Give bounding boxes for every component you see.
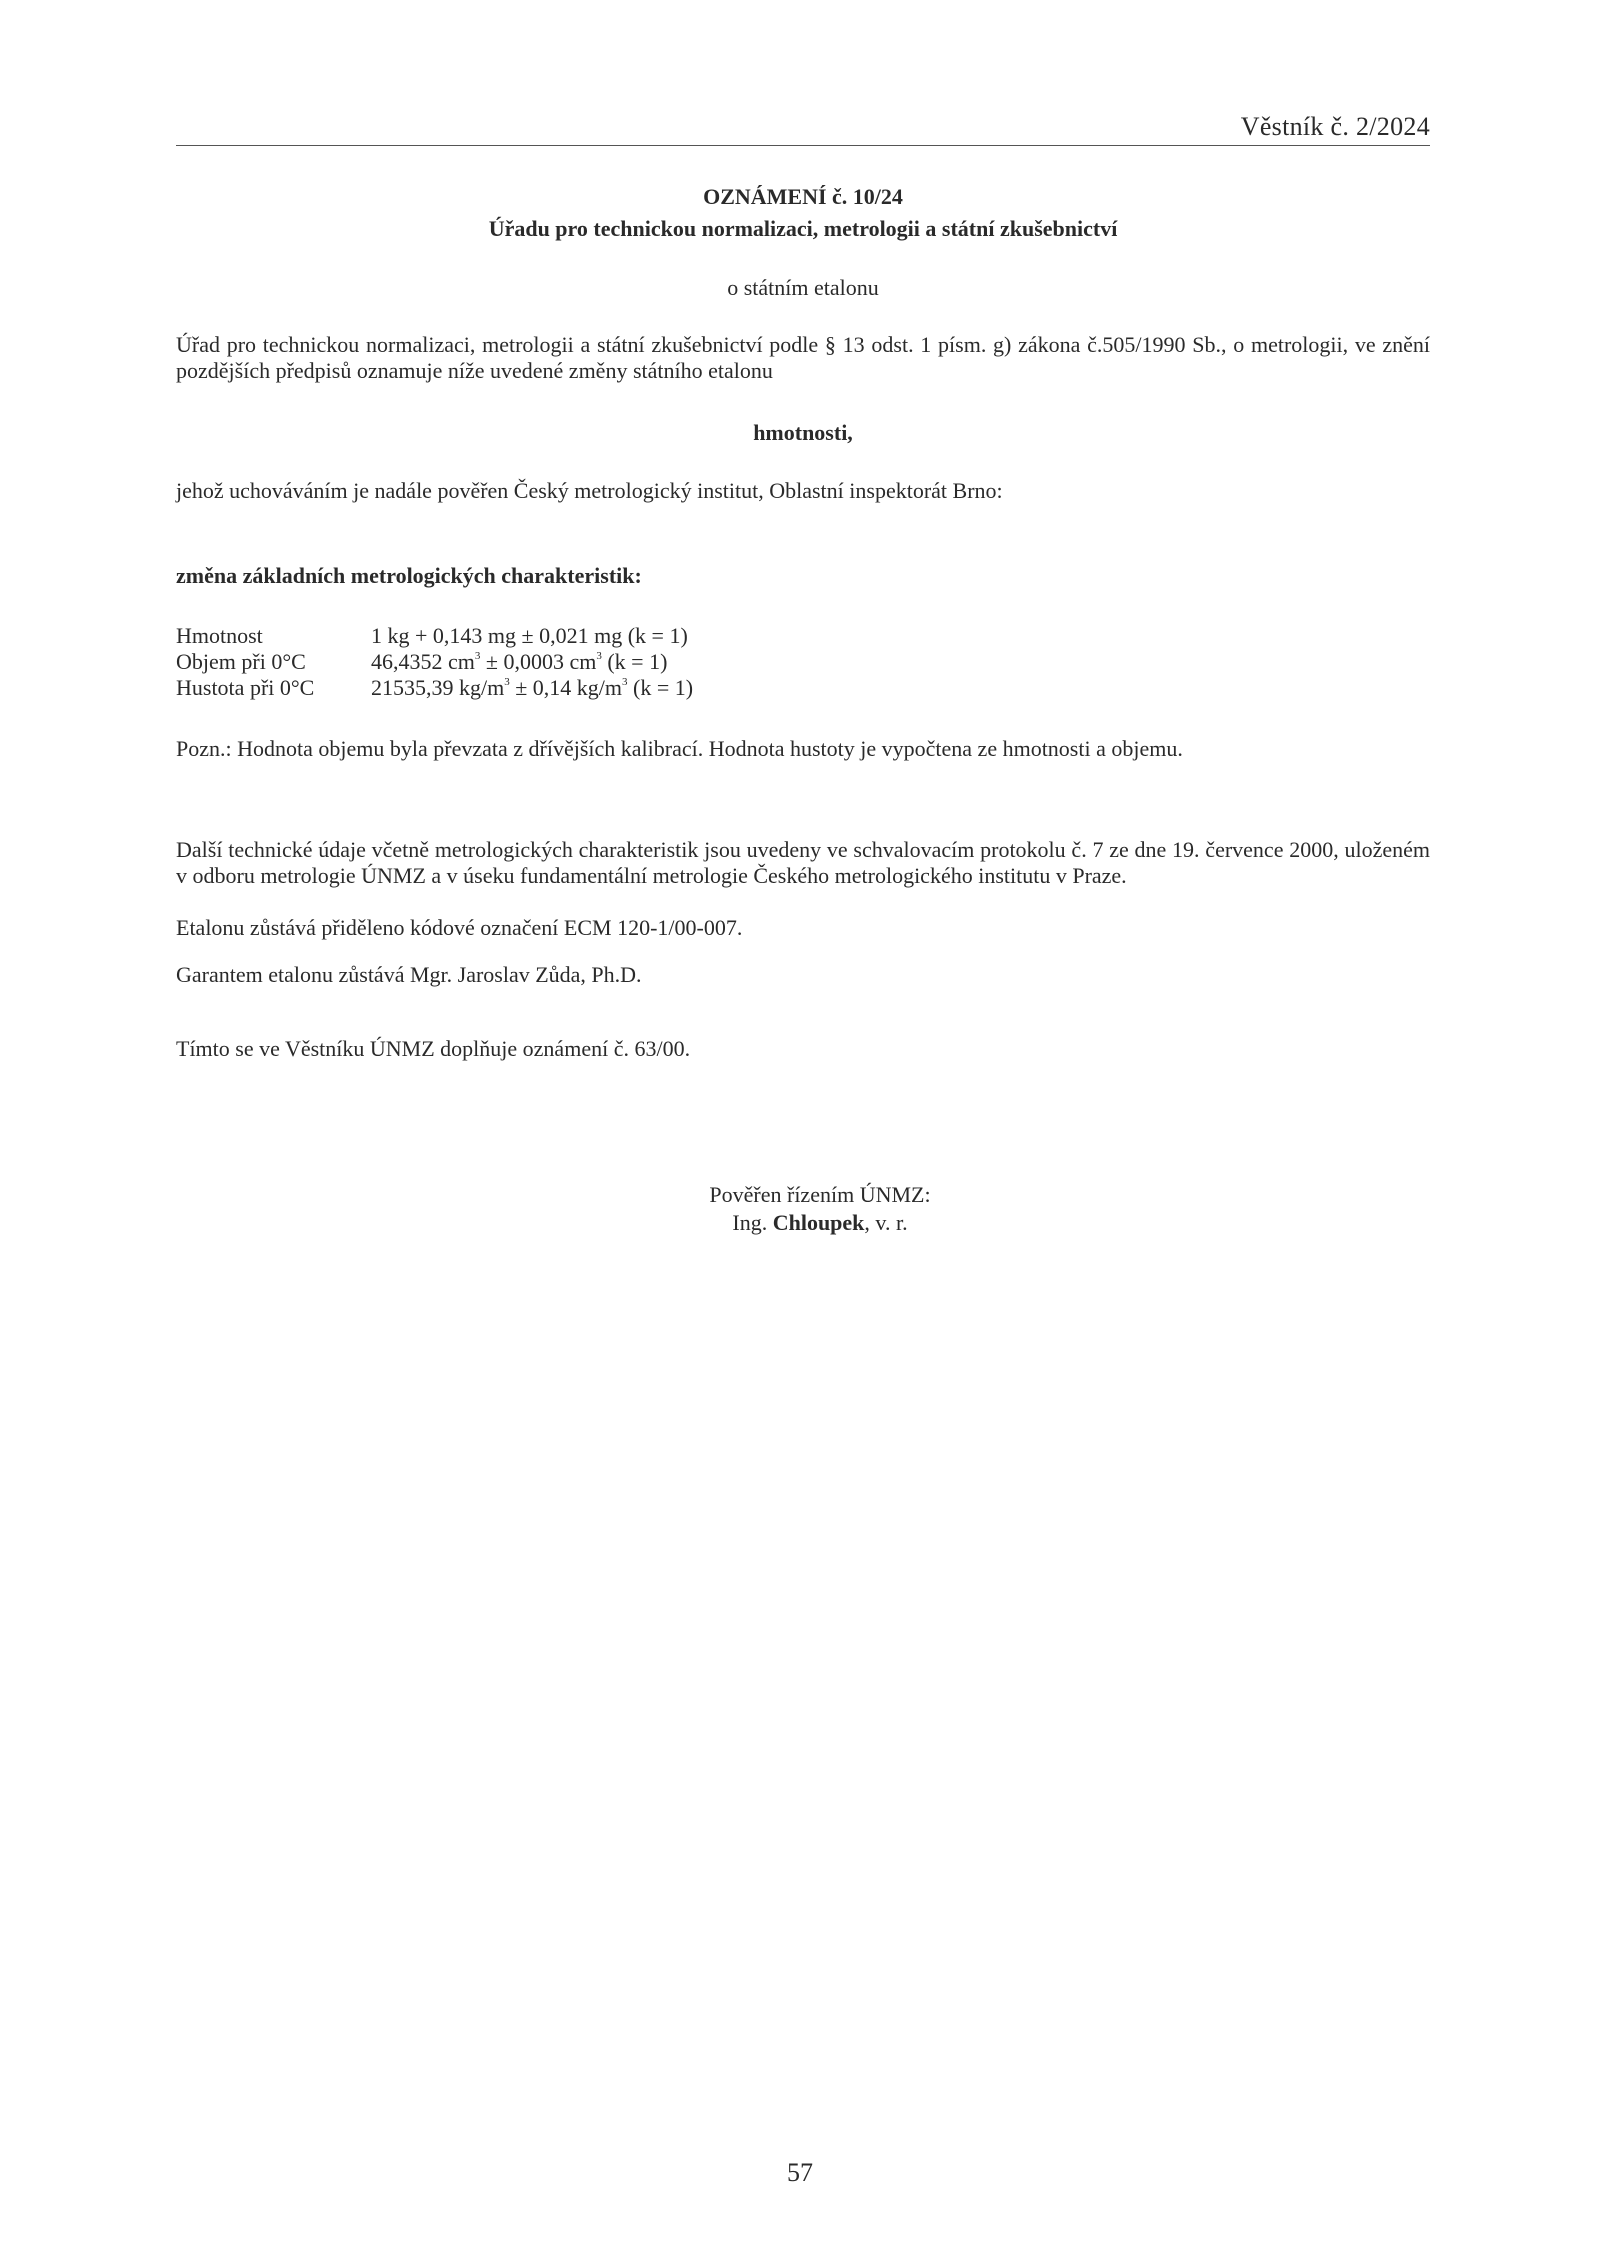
signature-role: Pověřen řízením ÚNMZ: [709,1182,931,1207]
custodian-paragraph: jehož uchováváním je nadále pověřen Český metrologický institut, Oblastní inspektorát Brno: [176,478,1003,503]
signatory-surname: Chloupek [772,1210,865,1235]
characteristic-label-density: Hustota při 0°C [176,675,315,700]
further-info-paragraph: Další technické údaje včetně metrologických charakteristik jsou uvedeny ve schvalovacím protokolu č. 7 ze dne 19. července 2000, uloženém v odboru metrologie ÚNMZ a v úseku fundamentální metrologie Českého metrologického institutu v Praze. [176,837,1430,888]
notice-subject: o státním etalonu [727,275,879,300]
characteristic-value-volume: 46,4352 $cm^3 \pm 0,0003$ $cm^3$ (k = 1) [371,649,668,674]
notice-issuer: Úřadu pro technickou normalizaci, metrologii a státní zkušebnictví [488,216,1118,241]
intro-paragraph: Úřad pro technickou normalizaci, metrologii a státní zkušebnictví podle § 13 odst. 1 písm. g) zákona č.505/1990 Sb., o metrologii, ve znění pozdějších předpisů oznamuje níže uvedené změny státního etalonu [176,332,1430,383]
journal-issue-header: Věstník č. 2/2024 [1240,112,1430,141]
characteristic-label-mass: Hmotnost [176,623,263,648]
notice-title: OZNÁMENÍ č. 10/24 [703,184,903,209]
signature-name-line: Ing. Chloupek, v. r. [732,1210,908,1235]
code-paragraph: Etalonu zůstává přiděleno kódové označení ECM 120-1/00-007. [176,915,743,940]
page-number: 57 [787,2158,813,2187]
guarantor-paragraph: Garantem etalonu zůstává Mgr. Jaroslav Zůda, Ph.D. [176,962,642,987]
supplement-paragraph: Tímto se ve Věstníku ÚNMZ doplňuje oznámení č. 63/00. [176,1036,691,1061]
note-paragraph: Pozn.: Hodnota objemu byla převzata z dřívějších kalibrací. Hodnota hustoty je vypočtena ze hmotnosti a objemu. [176,736,1183,761]
etalon-name: hmotnosti, [753,420,853,445]
characteristic-value-density: 21535,39 $kg/m^3 \pm 0,14$ $kg/m^3$ (k = 1) [371,675,694,700]
characteristic-value-mass: 1 kg + 0,143 mg ± 0,021 mg (k = 1) [371,623,688,648]
header-divider [176,145,1430,146]
section-heading: změna základních metrologických charakteristik: [176,563,642,588]
characteristic-label-volume: Objem při 0°C [176,649,306,674]
